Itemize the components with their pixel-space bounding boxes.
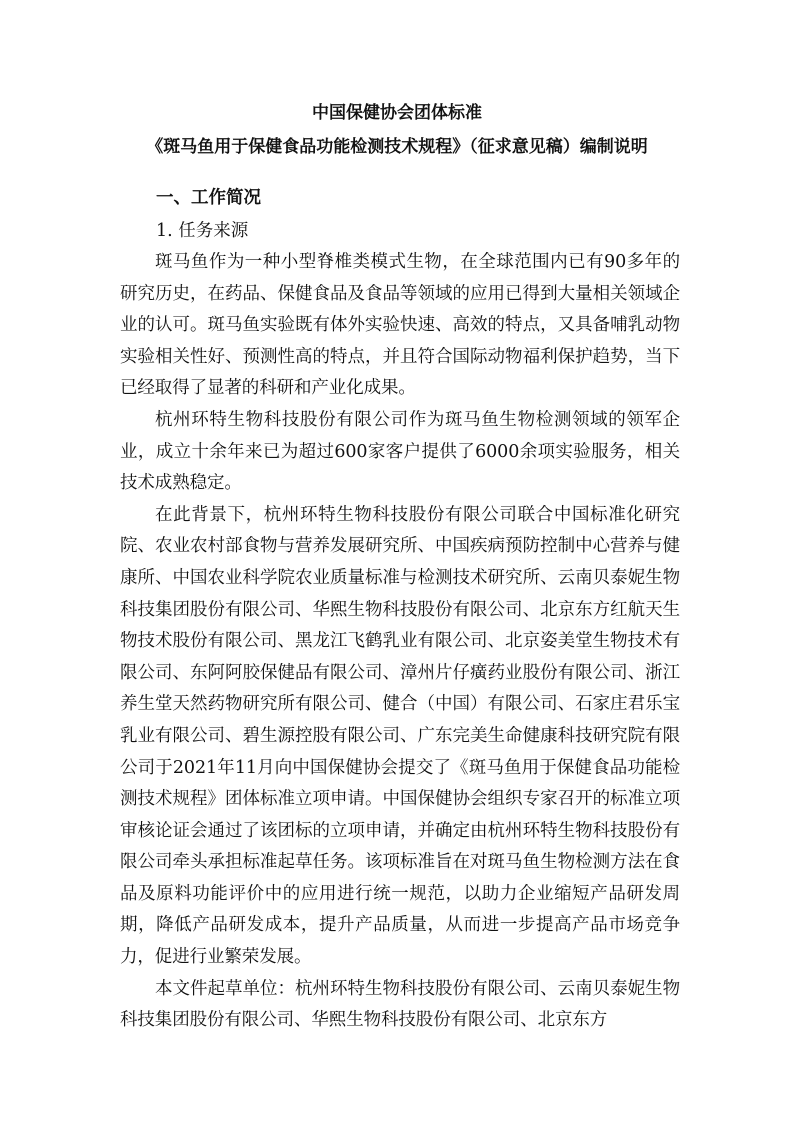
- subsection-heading-task-source: 1. 任务来源: [156, 221, 249, 241]
- paragraph-drafting-units: 本文件起草单位：杭州环特生物科技股份有限公司、云南贝泰妮生物科技集团股份有限公司、华熙生物科技股份有限公司、北京东方: [120, 978, 680, 1031]
- standard-org-title: 中国保健协会团体标准: [312, 103, 482, 123]
- section-heading-work-overview: 一、工作简况: [156, 188, 261, 208]
- title-block: [0, 96, 794, 164]
- paragraph-hunter-company: 杭州环特生物科技股份有限公司作为斑马鱼生物检测领域的领军企业，成立十余年来已为超过600家客户提供了6000余项实验服务，相关技术成熟稳定。: [120, 409, 680, 494]
- document-body: [120, 180, 680, 1037]
- paragraph-zebrafish-intro: 斑马鱼作为一种小型脊椎类模式生物，在全球范围内已有90多年的研究历史，在药品、保健食品及食品等领域的应用已得到大量相关领域企业的认可。斑马鱼实验既有体外实验快速、高效的特点，又具备哺乳动物实验相关性好、预测性高的特点，并且符合国际动物福利保护趋势，当下已经取得了显著的科研和产业化成果。: [120, 252, 680, 399]
- paragraph-background: 在此背景下，杭州环特生物科技股份有限公司联合中国标准化研究院、农业农村部食物与营养发展研究所、中国疾病预防控制中心营养与健康所、中国农业科学院农业质量标准与检测技术研究所、云南贝泰妮生物科技集团股份有限公司、华熙生物科技股份有限公司、北京东方红航天生物技术股份有限公司、黑龙江飞鹤乳业有限公司、北京姿美堂生物技术有限公司、东阿阿胶保健品有限公司、漳州片仔癀药业股份有限公司、浙江养生堂天然药物研究所有限公司、健合（中国）有限公司、石家庄君乐宝乳业有限公司、碧生源控股有限公司、广东完美生命健康科技研究院有限公司于2021年11月向中国保健协会提交了《斑马鱼用于保健食品功能检测技术规程》团体标准立项申请。中国保健协会组织专家召开的标准立项审核论证会通过了该团标的立项申请，并确定由杭州环特生物科技股份有限公司牵头承担标准起草任务。该项标准旨在对斑马鱼生物检测方法在食品及原料功能评价中的应用进行统一规范，以助力企业缩短产品研发周期，降低产品研发成本，提升产品质量，从而进一步提高产品市场竞争力，促进行业繁荣发展。: [120, 504, 680, 968]
- document-title: 《斑马鱼用于保健食品功能检测技术规程》（征求意见稿）编制说明: [146, 137, 648, 157]
